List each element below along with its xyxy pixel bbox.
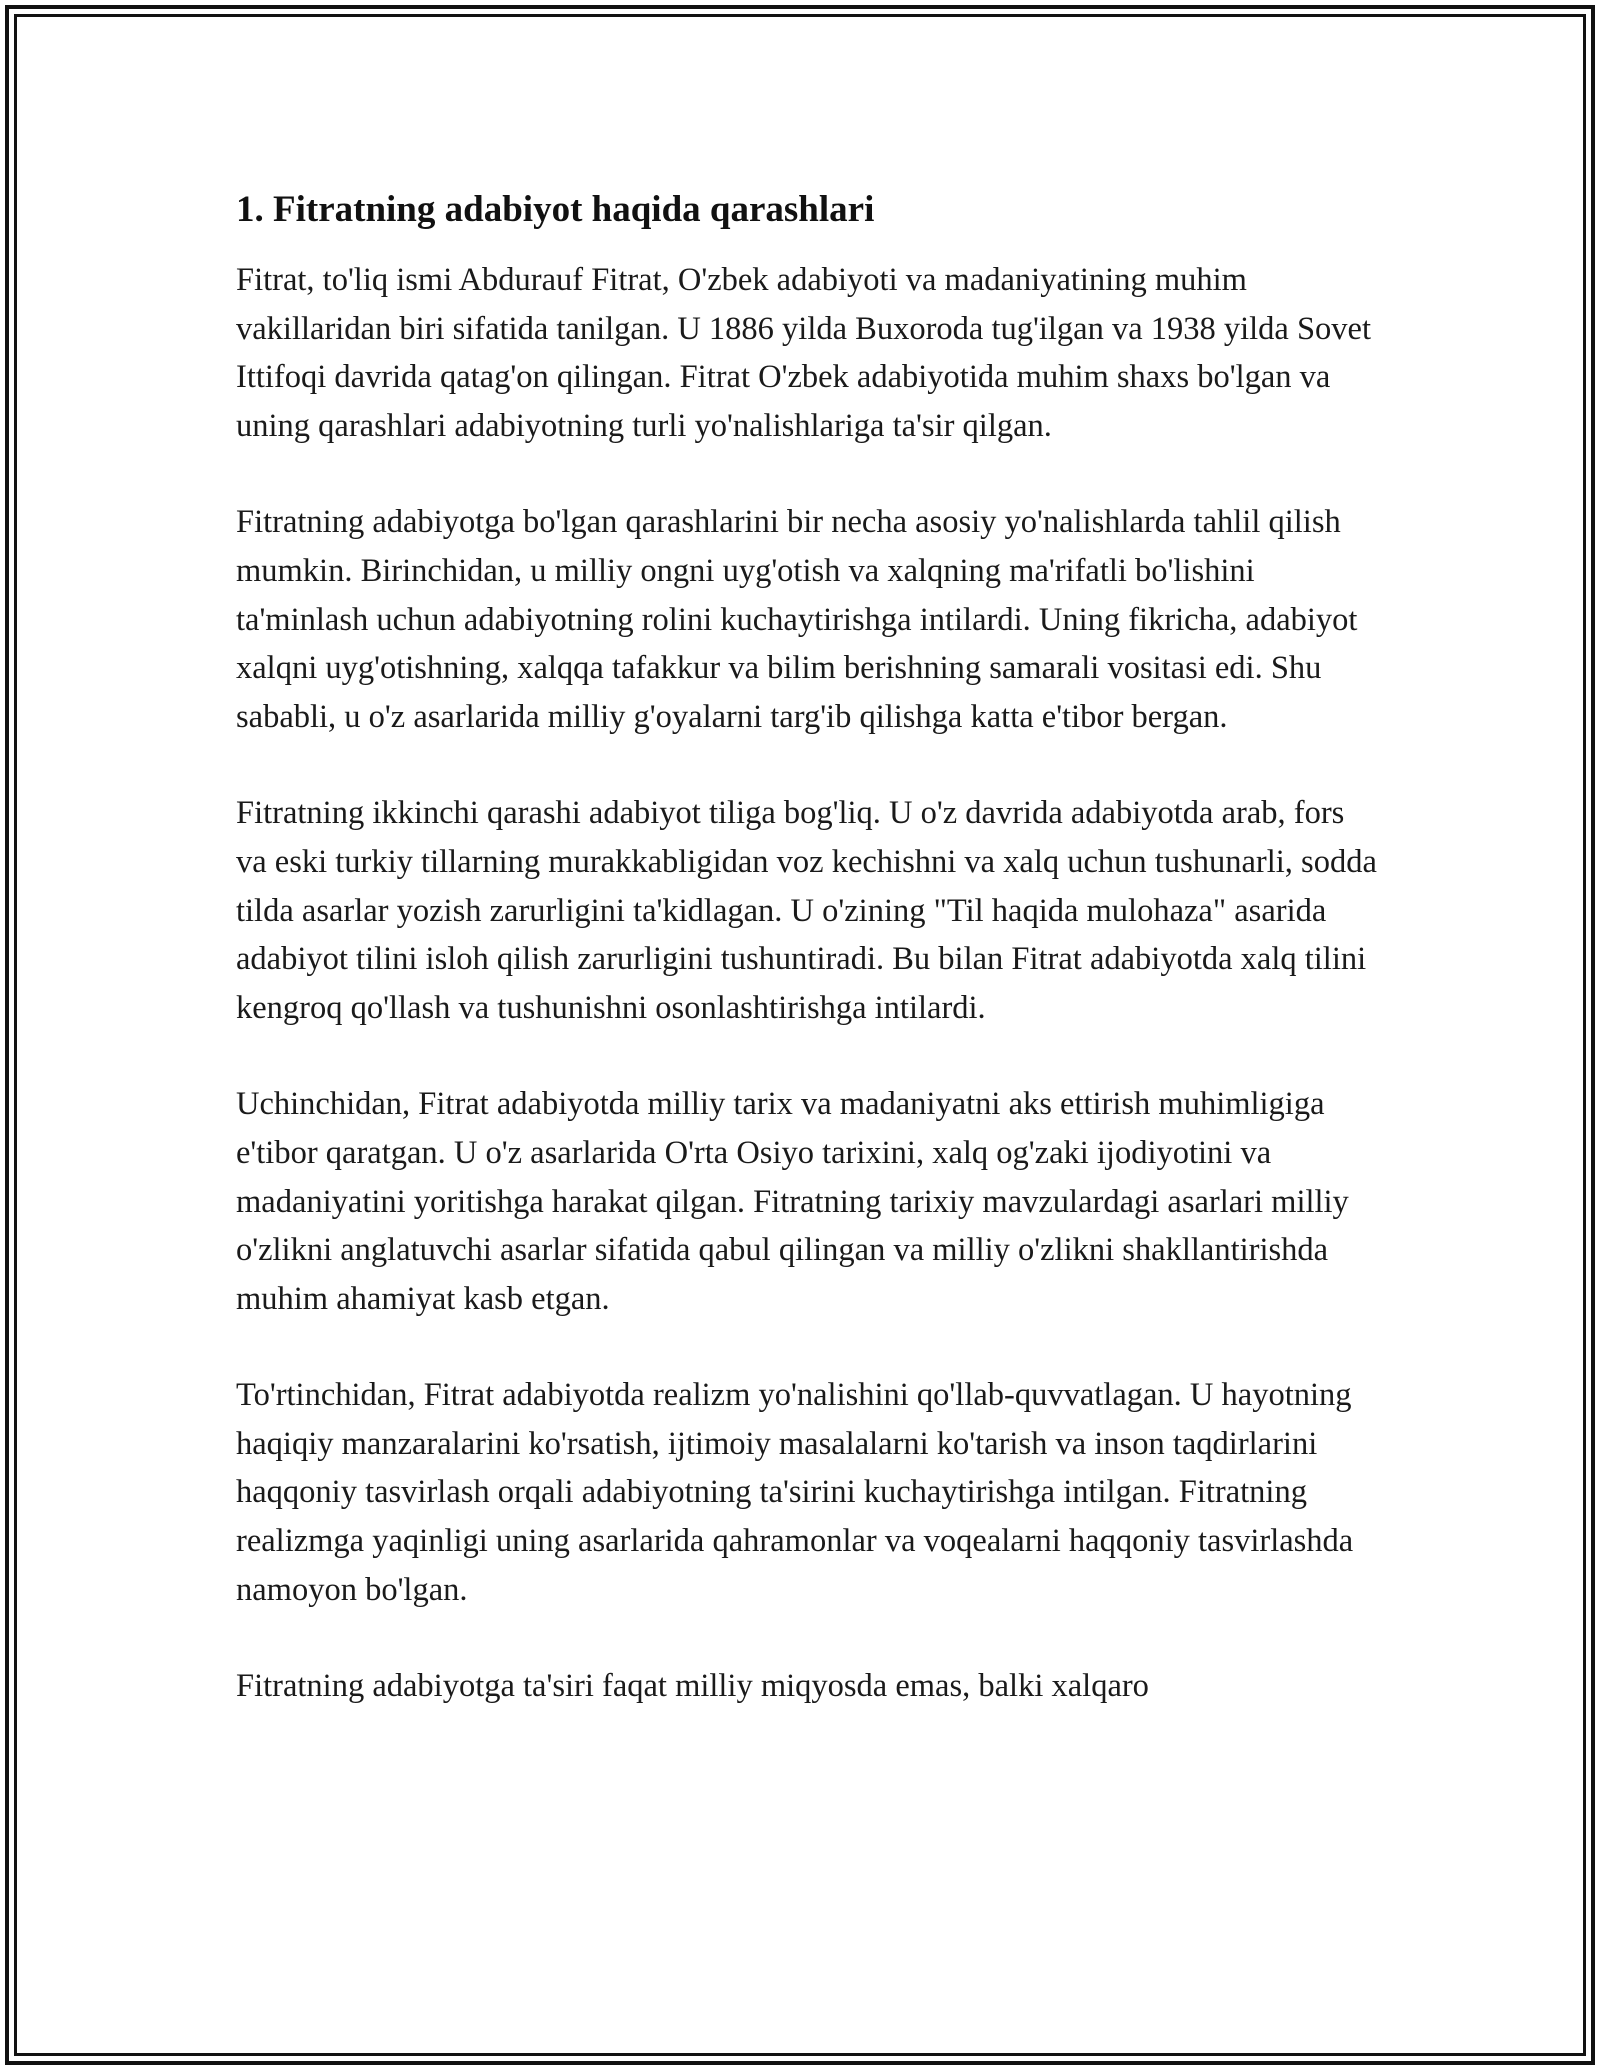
section-heading: 1. Fitratning adabiyot haqida qarashlari: [236, 189, 875, 230]
paragraph-5: To'rtinchidan, Fitrat adabiyotda realizm yo'nalishini qo'llab-quvvatlagan. U hayotning haqiqiy manzaralarini ko'rsatish, ijtimoiy masalalarni ko'tarish va inson taqdirlarini haqqoniy tasvirlash orqali adabiyotning ta'sirini kuchaytirishga intilgan. Fitratning realizmga yaqinligi uning asarlarida qahramonlar va voqealarni haqqoniy tasvirlashda namoyon bo'lgan.: [236, 1377, 1354, 1608]
paragraph-3: Fitratning ikkinchi qarashi adabiyot tiliga bog'liq. U o'z davrida adabiyotda arab, fors va eski turkiy tillarning murakkabligidan voz kechishni va xalq uchun tushunarli, sodda tilda asarlar yozish zarurligini ta'kidlagan. U o'zining "Til haqida mulohaza" asarida adabiyot tilini isloh qilish zarurligini tushuntiradi. Bu bilan Fitrat adabiyotda xalq tilini kengroq qo'llash va tushunishni osonlashtirishga intilardi.: [236, 795, 1377, 1026]
paragraph-6: Fitratning adabiyotga ta'siri faqat milliy miqyosda emas, balki xalqaro: [236, 1668, 1149, 1705]
paragraph-4: Uchinchidan, Fitrat adabiyotda milliy tarix va madaniyatni aks ettirish muhimligiga e'tibor qaratgan. U o'z asarlarida O'rta Osiyo tarixini, xalq og'zaki ijodiyotini va madaniyatini yoritishga harakat qilgan. Fitratning tarixiy mavzulardagi asarlari milliy o'zlikni anglatuvchi asarlar sifatida qabul qilingan va milliy o'zlikni shakllantirishda muhim ahamiyat kasb etgan.: [236, 1086, 1349, 1317]
paragraph-2: Fitratning adabiyotga bo'lgan qarashlarini bir necha asosiy yo'nalishlarda tahlil qilish mumkin. Birinchidan, u milliy ongni uyg'otish va xalqning ma'rifatli bo'lishini ta'minlash uchun adabiyotning rolini kuchaytirishga intilardi. Uning fikricha, adabiyot xalqni uyg'otishning, xalqqa tafakkur va bilim berishning samarali vositasi edi. Shu sababli, u o'z asarlarida milliy g'oyalarni targ'ib qilishga katta e'tibor bergan.: [236, 504, 1358, 735]
paragraph-1: Fitrat, to'liq ismi Abdurauf Fitrat, O'zbek adabiyoti va madaniyatining muhim vakillaridan biri sifatida tanilgan. U 1886 yilda Buxoroda tug'ilgan va 1938 yilda Sovet Ittifoqi davrida qatag'on qilingan. Fitrat O'zbek adabiyotida muhim shaxs bo'lgan va uning qarashlari adabiyotning turli yo'nalishlariga ta'sir qilgan.: [236, 262, 1372, 444]
document-body: [236, 186, 1382, 1759]
